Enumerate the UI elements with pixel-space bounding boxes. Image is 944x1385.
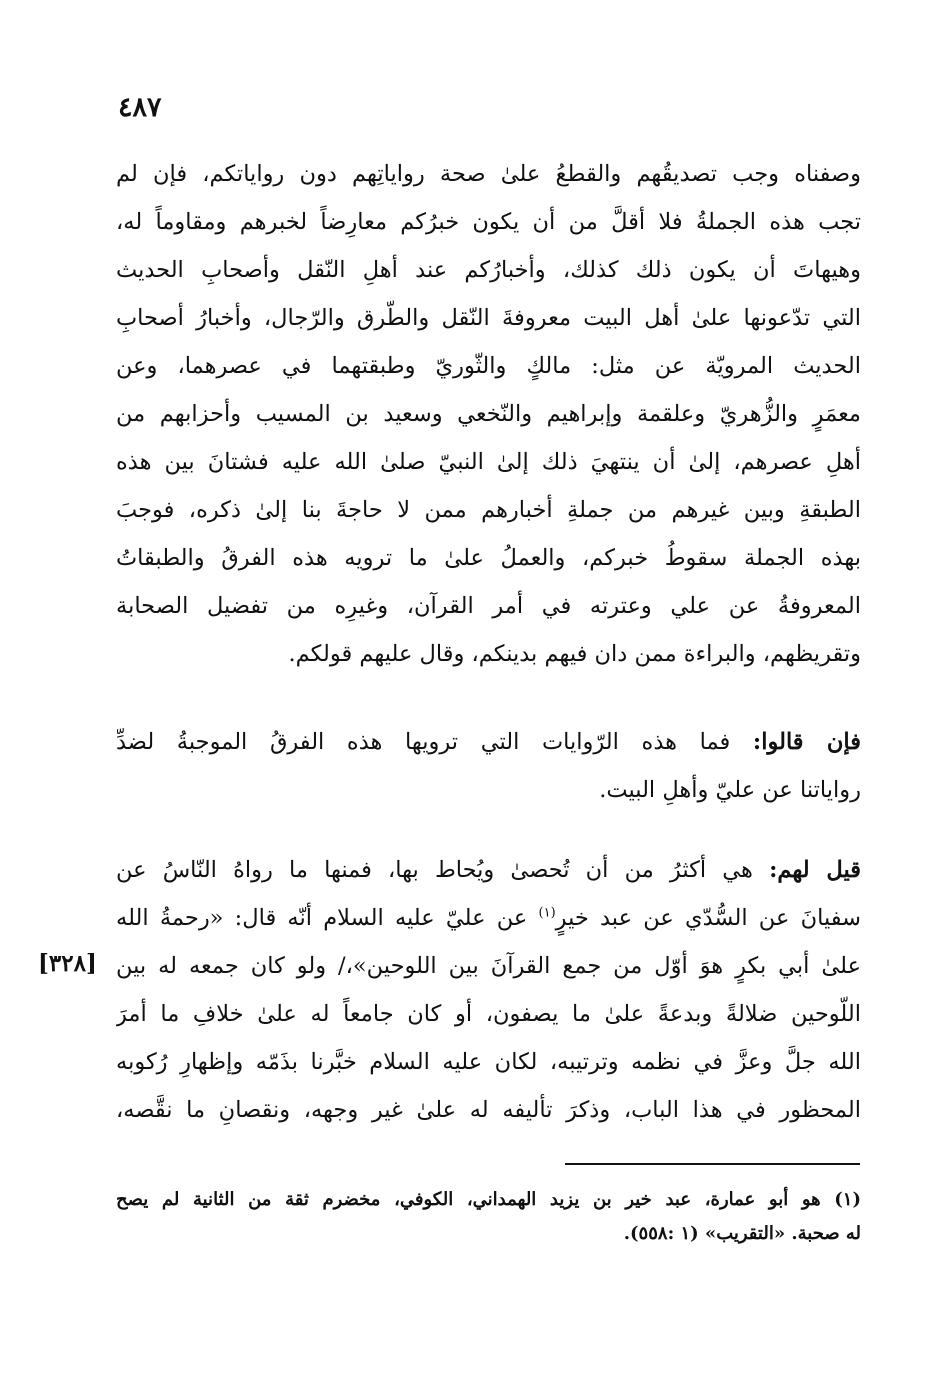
text-line [116, 846, 861, 894]
text-line: اللّوحين ضلالةً وبدعةً علىٰ ما يصفون، أو كان جامعاً له علىٰ خلافِ ما أمرَ [116, 1001, 861, 1027]
text-line: وصفناه وجب تصديقُهم والقطعُ علىٰ صحة رواياتِهم دون رواياتكم، فإن لم [116, 161, 861, 187]
paragraph-lead: قيل لهم: [769, 857, 861, 883]
text-line: وهيهاتَ أن يكون ذلك كذلك، وأخبارُكم عند أهلِ النّقل وأصحابِ الحديث [116, 257, 861, 283]
text-line: رواياتنا عن عليّ وأهلِ البيت. [599, 777, 861, 803]
text-line: معمَرٍ والزُّهريّ وعلقمة وإبراهيم والنّخعي وسعيد بن المسيب وأحزابهم من [116, 401, 861, 427]
text-line: وتقريظهم، والبراءة ممن دان فيهم بدينكم، وقال عليهم قولكم. [288, 641, 861, 667]
text-span: فما هذه الرّوايات التي ترويها هذه الفرقُ الموجبةُ لضدِّ [116, 729, 731, 755]
margin-page-reference: [٣٢٨] [38, 950, 97, 977]
text-line: علىٰ أبي بكرٍ هوَ أوّل من جمع القرآنَ بين اللوحين»،/ ولو كان جمعه له بين [116, 953, 861, 979]
paragraph-3 [116, 846, 861, 1146]
text-line: تجب هذه الجملةُ فلا أقلَّ من أن يكون خبرُكم معارِضاً لخبرهم ومقاوماً له، [116, 209, 861, 235]
footnote-rule [565, 1163, 860, 1165]
paragraph-1 [116, 150, 861, 690]
text-line: التي تدّعونها علىٰ أهل البيت معروفةَ النّقل والطّرق والرّجال، وأخبارُ أصحابِ [116, 305, 861, 331]
text-line: الحديث المرويّة عن مثل: مالكٍ والثّوريّ وطبقتهما في عصرهما، وعن [116, 353, 861, 379]
text-line [116, 894, 861, 942]
text-line: المعروفةُ عن علي وعترته في أمر القرآن، وغيرِه من تفضيل الصحابة [116, 593, 861, 619]
footnote-line: له صحبة. «التقريب» (١ :٥٥٨). [623, 1223, 861, 1244]
text-line: أهلِ عصرهم، إلىٰ أن ينتهيَ ذلك إلىٰ النبيّ صلىٰ الله عليه فشتانَ بين هذه [116, 449, 861, 475]
footnote-line: (١) هو أبو عمارة، عبد خير بن يزيد الهمداني، الكوفي، مخضرم ثقة من الثانية لم يصح [116, 1189, 861, 1210]
page-number: ٤٨٧ [118, 92, 162, 123]
text-line: بهذه الجملة سقوطُ خبركم، والعملُ علىٰ ما ترويه هذه الفرقُ والطبقاتُ [116, 545, 861, 571]
footnote-marker: (١) [538, 905, 556, 921]
text-line: الله جلَّ وعزَّ في نظمه وترتيبه، لكان عليه السلام خبَّرنا بذَمّه وإظهارِ رُكوبه [116, 1049, 861, 1075]
text-line [116, 718, 861, 766]
text-span: هي أكثرُ من أن تُحصىٰ ويُحاط بها، فمنها ما رواهُ النّاسُ عن [116, 857, 753, 883]
text-span: سفيانَ عن السُّدّي عن عبد خيرٍ [555, 905, 861, 931]
text-span: عن عليّ عليه السلام أنّه قال: «رحمةُ الله [116, 905, 539, 931]
paragraph-lead: فإن قالوا: [752, 729, 861, 755]
text-line: الطبقةِ وبين غيرهم من جملةِ أخبارهم ممن لا حاجةَ بنا إلىٰ ذكره، فوجبَ [116, 497, 861, 523]
text-line: المحظور في هذا الباب، وذكرَ تأليفه له علىٰ غير وجهه، ونقصانِ ما نقَّصه، [116, 1097, 861, 1123]
paragraph-2 [116, 718, 861, 818]
